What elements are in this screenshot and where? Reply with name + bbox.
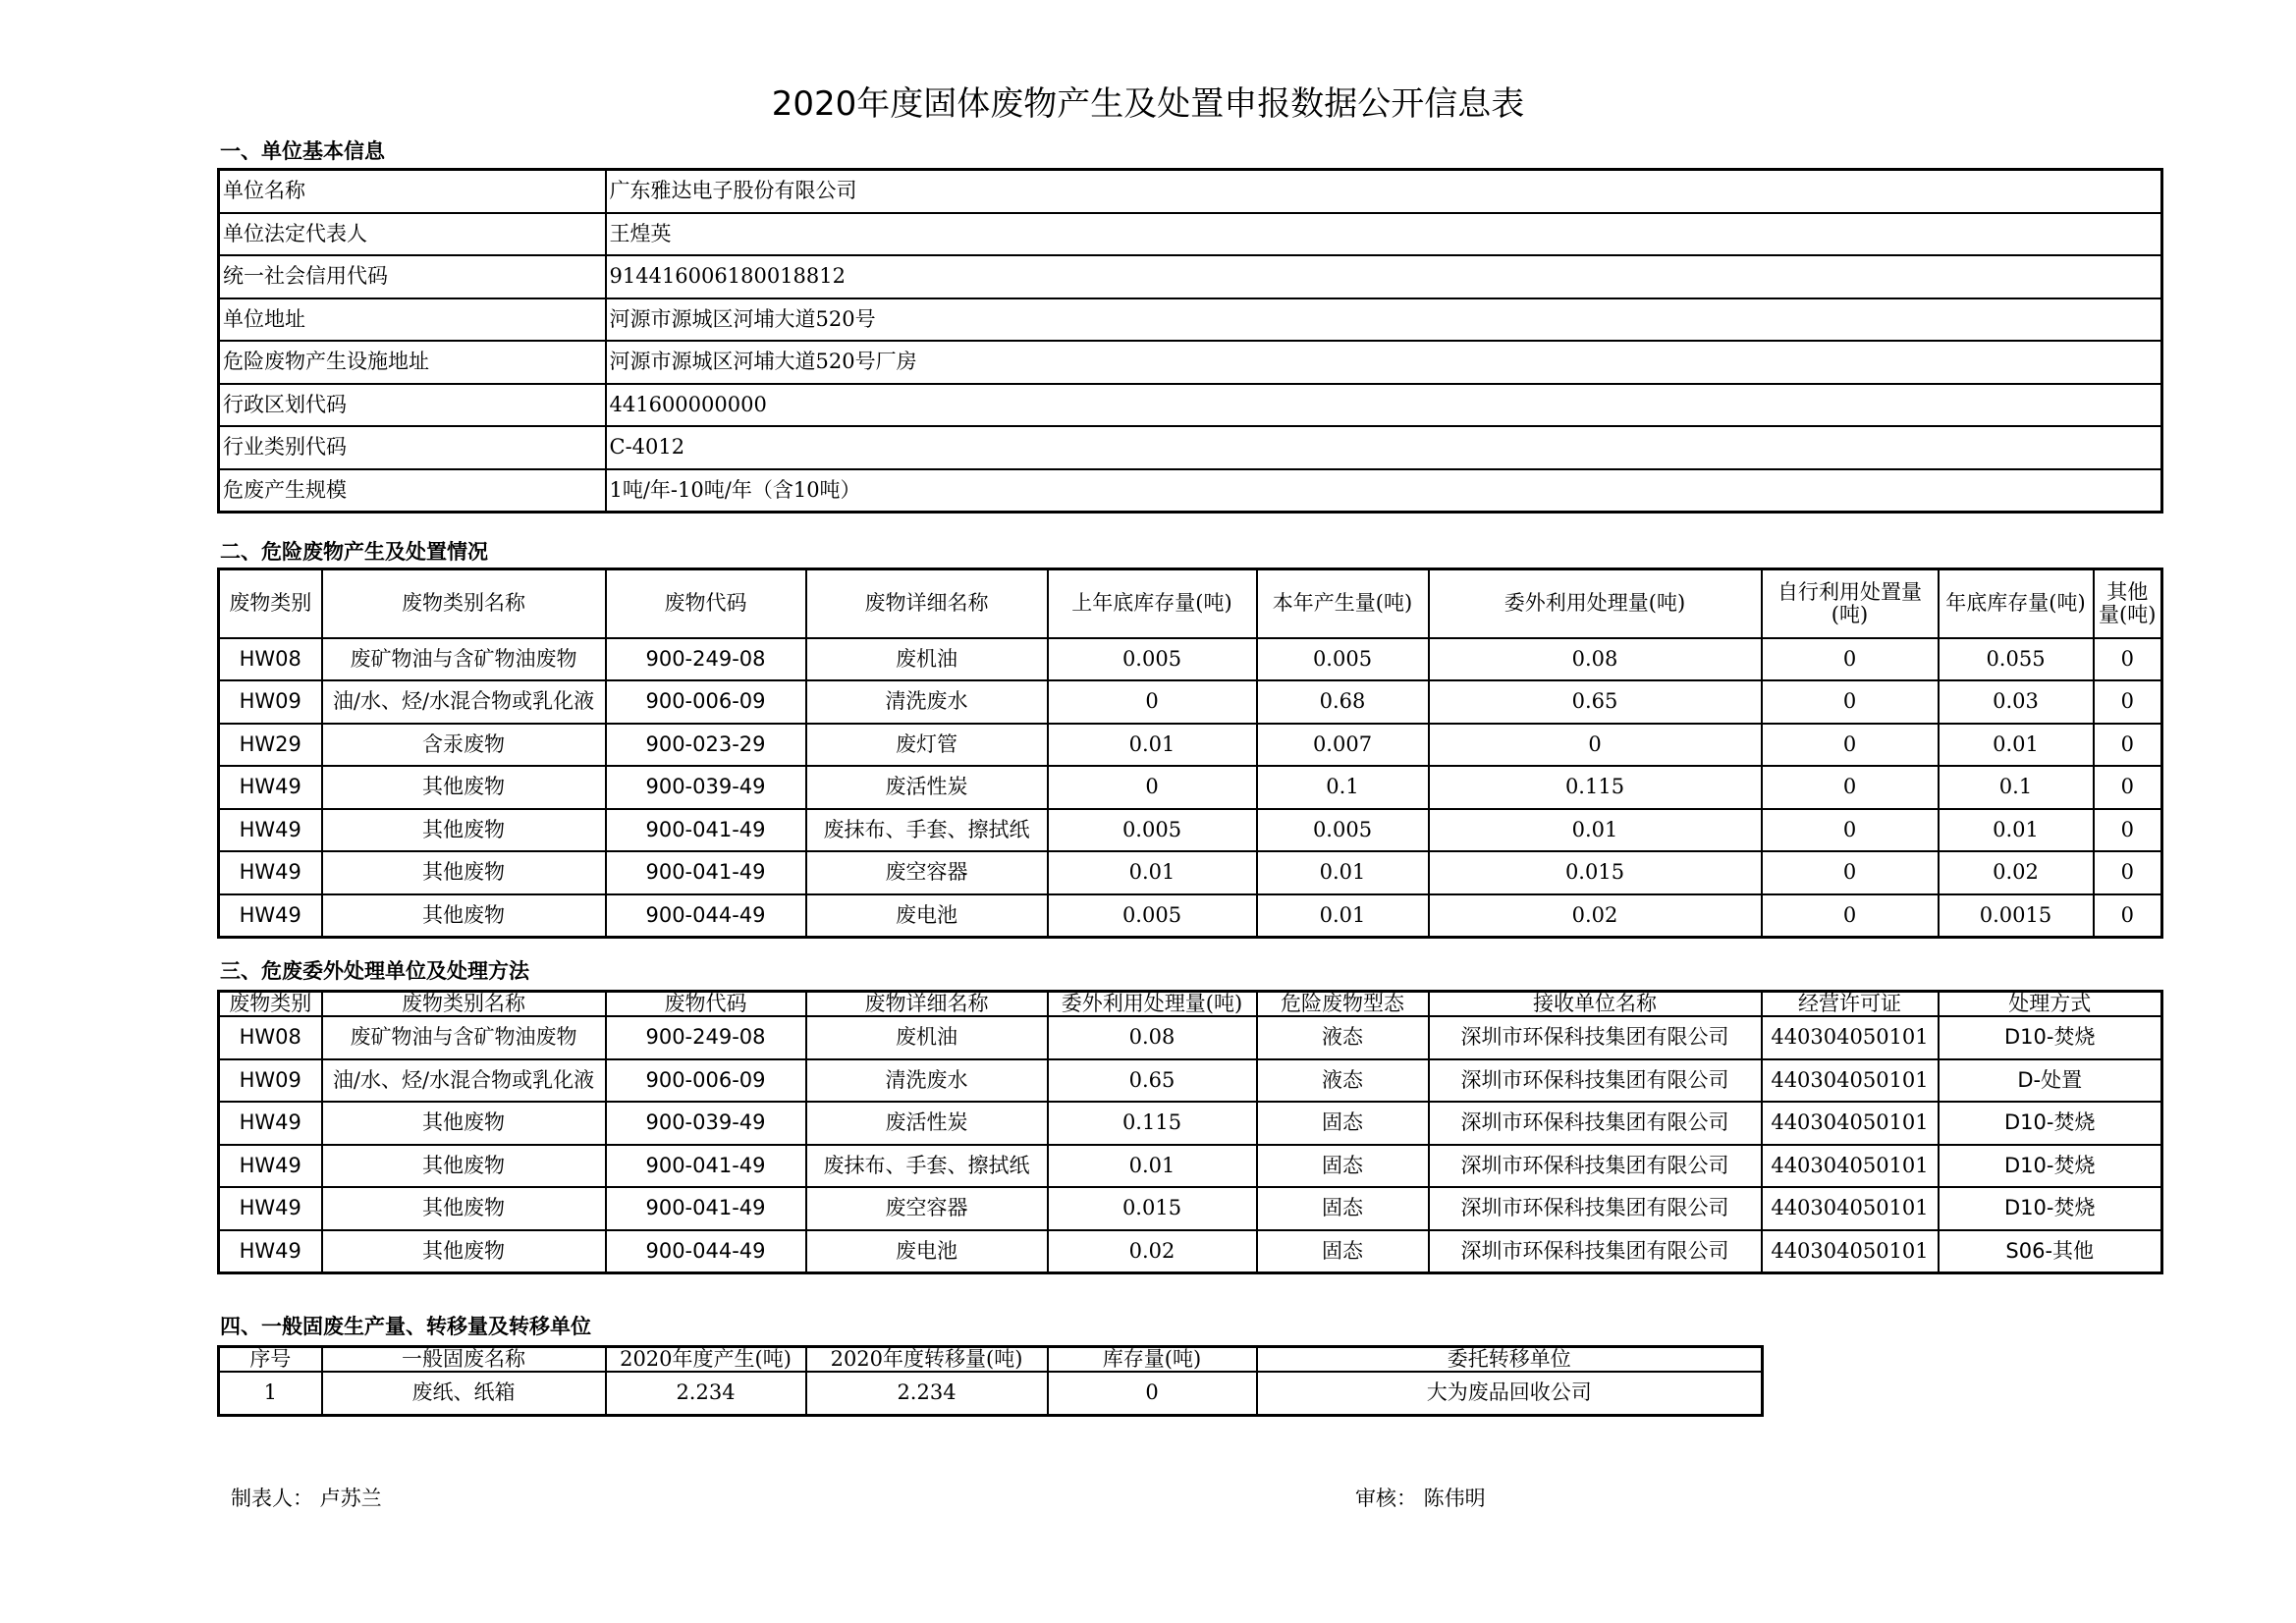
- table-cell: 0.01: [1429, 809, 1762, 852]
- table-cell: 0.01: [1048, 1145, 1257, 1188]
- table-cell: 其他废物: [322, 851, 606, 894]
- basic-info-row: [219, 255, 2162, 298]
- table-cell: HW09: [219, 680, 322, 724]
- table-cell: 900-039-49: [606, 1102, 806, 1145]
- table-cell: 0: [1429, 724, 1762, 767]
- table-cell: 废活性炭: [806, 766, 1048, 809]
- outsource-header-cell: 废物类别名称: [322, 992, 606, 1017]
- hazard-header-cell: 废物类别: [219, 569, 322, 638]
- table-cell: 440304050101: [1762, 1059, 1939, 1103]
- table-cell: HW49: [219, 1230, 322, 1273]
- table-cell: 其他废物: [322, 1230, 606, 1273]
- table-cell: 油/水、烃/水混合物或乳化液: [322, 680, 606, 724]
- table-cell: D10-焚烧: [1939, 1145, 2162, 1188]
- table-cell: 液态: [1257, 1059, 1429, 1103]
- table-cell: 废电池: [806, 894, 1048, 938]
- table-cell: 0.005: [1257, 809, 1429, 852]
- table-cell: 0: [1048, 766, 1257, 809]
- table-row: [219, 638, 2162, 681]
- table-row: [219, 1145, 2162, 1188]
- table-cell: HW08: [219, 1016, 322, 1059]
- table-cell: 0: [2094, 894, 2162, 938]
- table-cell: 0: [1762, 680, 1939, 724]
- table-cell: 0: [1762, 766, 1939, 809]
- table-cell: 0.08: [1048, 1016, 1257, 1059]
- outsource-header-cell: 处理方式: [1939, 992, 2162, 1017]
- table-cell: 0.015: [1048, 1187, 1257, 1230]
- table-cell: 0.1: [1939, 766, 2094, 809]
- hazard-header-cell: 其他量(吨): [2094, 569, 2162, 638]
- section-basic-info-heading: 一、单位基本信息: [220, 139, 385, 163]
- table-cell: 油/水、烃/水混合物或乳化液: [322, 1059, 606, 1103]
- basic-info-label: 统一社会信用代码: [219, 255, 606, 298]
- table-cell: HW49: [219, 1187, 322, 1230]
- table-cell: 0: [1762, 851, 1939, 894]
- table-cell: 2.234: [606, 1372, 806, 1415]
- table-cell: 0: [1048, 1372, 1257, 1415]
- table-cell: 0: [2094, 851, 2162, 894]
- table-cell: D10-焚烧: [1939, 1016, 2162, 1059]
- section-hazard-heading: 二、危险废物产生及处置情况: [220, 540, 488, 564]
- table-row: [219, 1059, 2162, 1103]
- table-row: [219, 680, 2162, 724]
- table-cell: 900-041-49: [606, 1187, 806, 1230]
- table-cell: 1: [219, 1372, 322, 1415]
- table-cell: 废活性炭: [806, 1102, 1048, 1145]
- table-cell: 900-249-08: [606, 1016, 806, 1059]
- table-cell: 0.65: [1429, 680, 1762, 724]
- table-cell: HW49: [219, 1102, 322, 1145]
- table-cell: 0.68: [1257, 680, 1429, 724]
- table-cell: HW49: [219, 809, 322, 852]
- table-cell: HW49: [219, 766, 322, 809]
- table-cell: 0.01: [1048, 851, 1257, 894]
- table-row: [219, 894, 2162, 938]
- table-cell: 深圳市环保科技集团有限公司: [1429, 1059, 1762, 1103]
- table-row: [219, 851, 2162, 894]
- basic-info-value: 王煌英: [606, 213, 2162, 256]
- table-cell: 深圳市环保科技集团有限公司: [1429, 1187, 1762, 1230]
- table-cell: 0.01: [1257, 851, 1429, 894]
- table-cell: 深圳市环保科技集团有限公司: [1429, 1145, 1762, 1188]
- table-cell: 废矿物油与含矿物油废物: [322, 1016, 606, 1059]
- hazard-header-cell: 自行利用处置量(吨): [1762, 569, 1939, 638]
- general-header-cell-row: [219, 1347, 1763, 1373]
- table-cell: 0.115: [1048, 1102, 1257, 1145]
- table-cell: 固态: [1257, 1145, 1429, 1188]
- table-cell: 440304050101: [1762, 1016, 1939, 1059]
- section-general-heading: 四、一般固废生产量、转移量及转移单位: [220, 1315, 591, 1338]
- hazard-header-cell: 上年底库存量(吨): [1048, 569, 1257, 638]
- table-cell: 清洗废水: [806, 680, 1048, 724]
- table-cell: 900-023-29: [606, 724, 806, 767]
- table-cell: HW49: [219, 1145, 322, 1188]
- outsource-header-cell: 废物详细名称: [806, 992, 1048, 1017]
- table-cell: 废电池: [806, 1230, 1048, 1273]
- reviewer-label: 审核： 陈伟明: [1355, 1487, 1486, 1510]
- table-cell: 0.03: [1939, 680, 2094, 724]
- table-cell: HW09: [219, 1059, 322, 1103]
- hazard-header-cell: 委外利用处理量(吨): [1429, 569, 1762, 638]
- table-cell: 废灯管: [806, 724, 1048, 767]
- table-cell: 废空容器: [806, 1187, 1048, 1230]
- table-cell: 固态: [1257, 1102, 1429, 1145]
- table-cell: 2.234: [806, 1372, 1048, 1415]
- basic-info-label: 单位名称: [219, 170, 606, 213]
- table-cell: 440304050101: [1762, 1187, 1939, 1230]
- table-cell: 0.08: [1429, 638, 1762, 681]
- table-cell: 0.65: [1048, 1059, 1257, 1103]
- general-header-cell: 库存量(吨): [1048, 1347, 1257, 1373]
- table-cell: 0: [1762, 638, 1939, 681]
- hazard-header-cell: 年底库存量(吨): [1939, 569, 2094, 638]
- table-cell: 0.01: [1939, 724, 2094, 767]
- general-header-cell: 序号: [219, 1347, 322, 1373]
- table-cell: 0.02: [1939, 851, 2094, 894]
- table-cell: 废空容器: [806, 851, 1048, 894]
- table-cell: 0.02: [1429, 894, 1762, 938]
- outsource-header-cell: 接收单位名称: [1429, 992, 1762, 1017]
- table-cell: 0.01: [1257, 894, 1429, 938]
- table-cell: 其他废物: [322, 809, 606, 852]
- table-cell: 0: [1048, 680, 1257, 724]
- table-cell: 0: [2094, 809, 2162, 852]
- table-cell: S06-其他: [1939, 1230, 2162, 1273]
- basic-info-table: [217, 168, 2163, 514]
- table-cell: 900-041-49: [606, 1145, 806, 1188]
- basic-info-value: 1吨/年-10吨/年（含10吨）: [606, 469, 2162, 513]
- basic-info-value: C-4012: [606, 426, 2162, 469]
- basic-info-value: 914416006180018812: [606, 255, 2162, 298]
- table-row: [219, 1372, 1763, 1415]
- outsource-header-cell-row: [219, 992, 2162, 1017]
- table-cell: 0.005: [1257, 638, 1429, 681]
- table-cell: 0.007: [1257, 724, 1429, 767]
- basic-info-value: 河源市源城区河埔大道520号厂房: [606, 341, 2162, 384]
- table-cell: 440304050101: [1762, 1230, 1939, 1273]
- table-cell: 其他废物: [322, 1102, 606, 1145]
- table-cell: HW08: [219, 638, 322, 681]
- hazard-waste-table: [217, 568, 2163, 939]
- table-cell: 液态: [1257, 1016, 1429, 1059]
- table-cell: 废抹布、手套、擦拭纸: [806, 1145, 1048, 1188]
- outsource-header-cell: 危险废物型态: [1257, 992, 1429, 1017]
- outsource-table: [217, 990, 2163, 1274]
- general-header-cell: 2020年度转移量(吨): [806, 1347, 1048, 1373]
- table-cell: D-处置: [1939, 1059, 2162, 1103]
- hazard-header-cell-row: [219, 569, 2162, 638]
- basic-info-label: 行政区划代码: [219, 384, 606, 427]
- table-cell: 0.005: [1048, 809, 1257, 852]
- table-row: [219, 809, 2162, 852]
- hazard-header-cell: 本年产生量(吨): [1257, 569, 1429, 638]
- basic-info-row: [219, 170, 2162, 213]
- table-row: [219, 724, 2162, 767]
- table-cell: 0.055: [1939, 638, 2094, 681]
- table-cell: 0.01: [1939, 809, 2094, 852]
- table-cell: HW29: [219, 724, 322, 767]
- table-cell: 大为废品回收公司: [1257, 1372, 1763, 1415]
- basic-info-value: 河源市源城区河埔大道520号: [606, 298, 2162, 342]
- table-cell: 0.01: [1048, 724, 1257, 767]
- outsource-header-cell: 废物类别: [219, 992, 322, 1017]
- table-cell: 0: [2094, 680, 2162, 724]
- table-cell: 440304050101: [1762, 1145, 1939, 1188]
- table-cell: 清洗废水: [806, 1059, 1048, 1103]
- basic-info-row: [219, 213, 2162, 256]
- table-cell: 0.02: [1048, 1230, 1257, 1273]
- basic-info-value: 广东雅达电子股份有限公司: [606, 170, 2162, 213]
- basic-info-label: 单位地址: [219, 298, 606, 342]
- table-cell: 900-044-49: [606, 1230, 806, 1273]
- table-cell: 900-041-49: [606, 851, 806, 894]
- table-cell: D10-焚烧: [1939, 1187, 2162, 1230]
- table-cell: 废纸、纸箱: [322, 1372, 606, 1415]
- table-cell: D10-焚烧: [1939, 1102, 2162, 1145]
- table-cell: 其他废物: [322, 1187, 606, 1230]
- table-row: [219, 1016, 2162, 1059]
- table-cell: 900-249-08: [606, 638, 806, 681]
- section-outsource-heading: 三、危废委外处理单位及处理方法: [220, 959, 529, 983]
- table-cell: 0.115: [1429, 766, 1762, 809]
- table-cell: 深圳市环保科技集团有限公司: [1429, 1230, 1762, 1273]
- basic-info-row: [219, 298, 2162, 342]
- table-cell: 900-039-49: [606, 766, 806, 809]
- basic-info-label: 危险废物产生设施地址: [219, 341, 606, 384]
- table-cell: 废抹布、手套、擦拭纸: [806, 809, 1048, 852]
- general-waste-table: [217, 1345, 1764, 1417]
- table-cell: 440304050101: [1762, 1102, 1939, 1145]
- table-cell: 固态: [1257, 1230, 1429, 1273]
- table-row: [219, 766, 2162, 809]
- table-cell: 0: [2094, 638, 2162, 681]
- basic-info-row: [219, 341, 2162, 384]
- table-cell: 废机油: [806, 1016, 1048, 1059]
- table-row: [219, 1102, 2162, 1145]
- table-cell: 其他废物: [322, 766, 606, 809]
- page-title: 2020年度固体废物产生及处置申报数据公开信息表: [771, 84, 1525, 124]
- table-cell: 0.005: [1048, 638, 1257, 681]
- table-cell: 900-044-49: [606, 894, 806, 938]
- general-header-cell: 2020年度产生(吨): [606, 1347, 806, 1373]
- table-cell: 0.0015: [1939, 894, 2094, 938]
- table-cell: 深圳市环保科技集团有限公司: [1429, 1102, 1762, 1145]
- basic-info-row: [219, 426, 2162, 469]
- general-header-cell: 一般固废名称: [322, 1347, 606, 1373]
- basic-info-label: 危废产生规模: [219, 469, 606, 513]
- table-cell: 0: [2094, 724, 2162, 767]
- table-cell: 含汞废物: [322, 724, 606, 767]
- preparer-label: 制表人： 卢苏兰: [231, 1487, 382, 1510]
- hazard-header-cell: 废物详细名称: [806, 569, 1048, 638]
- outsource-header-cell: 废物代码: [606, 992, 806, 1017]
- table-cell: 0: [1762, 809, 1939, 852]
- table-cell: 其他废物: [322, 894, 606, 938]
- table-cell: HW49: [219, 851, 322, 894]
- table-cell: 废机油: [806, 638, 1048, 681]
- basic-info-label: 行业类别代码: [219, 426, 606, 469]
- table-row: [219, 1230, 2162, 1273]
- outsource-header-cell: 委外利用处理量(吨): [1048, 992, 1257, 1017]
- table-cell: 深圳市环保科技集团有限公司: [1429, 1016, 1762, 1059]
- table-cell: 900-006-09: [606, 1059, 806, 1103]
- table-cell: 0: [2094, 766, 2162, 809]
- basic-info-value: 441600000000: [606, 384, 2162, 427]
- table-cell: 废矿物油与含矿物油废物: [322, 638, 606, 681]
- table-cell: HW49: [219, 894, 322, 938]
- basic-info-row: [219, 469, 2162, 513]
- table-cell: 0.015: [1429, 851, 1762, 894]
- table-cell: 0: [1762, 724, 1939, 767]
- table-cell: 0.005: [1048, 894, 1257, 938]
- outsource-header-cell: 经营许可证: [1762, 992, 1939, 1017]
- table-cell: 900-006-09: [606, 680, 806, 724]
- table-cell: 0: [1762, 894, 1939, 938]
- table-cell: 900-041-49: [606, 809, 806, 852]
- table-cell: 固态: [1257, 1187, 1429, 1230]
- basic-info-label: 单位法定代表人: [219, 213, 606, 256]
- general-header-cell: 委托转移单位: [1257, 1347, 1763, 1373]
- basic-info-row: [219, 384, 2162, 427]
- hazard-header-cell: 废物类别名称: [322, 569, 606, 638]
- table-cell: 0.1: [1257, 766, 1429, 809]
- table-row: [219, 1187, 2162, 1230]
- hazard-header-cell: 废物代码: [606, 569, 806, 638]
- table-cell: 其他废物: [322, 1145, 606, 1188]
